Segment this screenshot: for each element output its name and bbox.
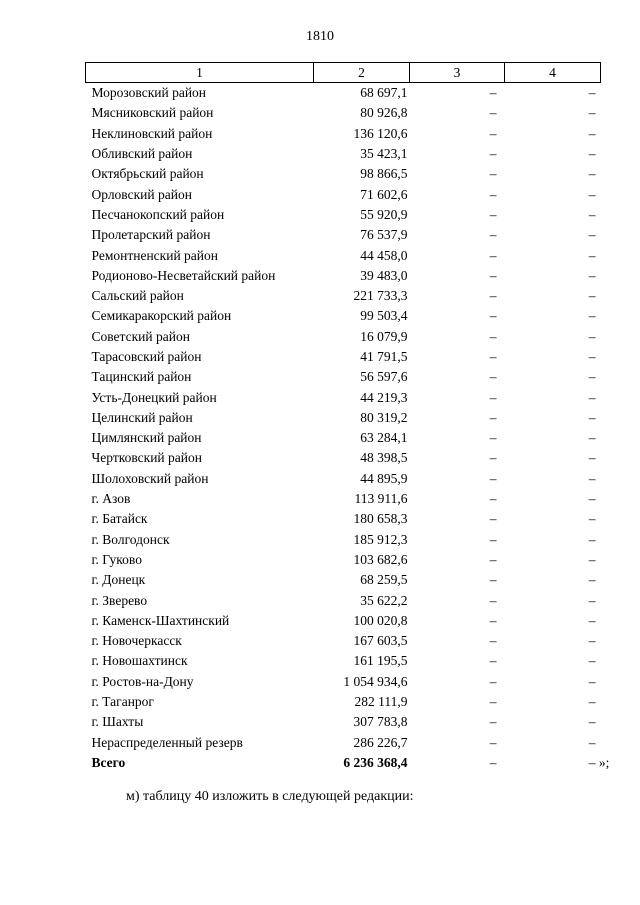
row-amount-cell: 161 195,5 <box>353 653 408 669</box>
row-amount-cell: 55 920,9 <box>360 206 408 222</box>
table-row <box>86 205 601 225</box>
row-col3-cell: – <box>489 734 497 750</box>
row-name-cell: г. Шахты <box>91 714 144 730</box>
row-col4-cell: – <box>588 714 596 730</box>
closing-quote: »; <box>595 754 610 770</box>
column-header-4: 4 <box>505 63 601 83</box>
row-col4-cell: – <box>588 166 596 182</box>
row-name-cell: Шолоховский район <box>91 470 209 486</box>
row-amount-cell: 35 423,1 <box>360 146 408 162</box>
row-col3-cell: – <box>489 470 497 486</box>
row-col4-cell: – <box>588 734 596 750</box>
column-header-2: 2 <box>314 63 410 83</box>
row-col3-cell: – <box>489 511 497 527</box>
row-name-cell: г. Азов <box>91 491 131 507</box>
row-amount-cell: 71 602,6 <box>360 186 408 202</box>
row-col3-cell: – <box>489 166 497 182</box>
row-name-cell: Пролетарский район <box>91 227 211 243</box>
row-amount-cell: 98 866,5 <box>360 166 408 182</box>
row-amount-cell: 103 682,6 <box>353 551 408 567</box>
row-amount-cell: 39 483,0 <box>360 267 408 283</box>
row-name-cell: г. Таганрог <box>91 694 154 710</box>
row-name-cell: Песчанокопский район <box>91 206 225 222</box>
column-header-3: 3 <box>410 63 505 83</box>
table-row <box>86 408 601 428</box>
row-amount-cell: 221 733,3 <box>353 288 408 304</box>
row-name-cell: г. Гуково <box>91 551 142 567</box>
row-amount-cell: 180 658,3 <box>353 511 408 527</box>
row-col4-cell: – <box>588 146 596 162</box>
row-col3-cell: – <box>489 694 497 710</box>
row-col3-cell: – <box>489 288 497 304</box>
table-header-row <box>86 63 601 83</box>
row-name-cell: Чертковский район <box>91 450 202 466</box>
table-row <box>86 144 601 164</box>
table-row <box>86 124 601 144</box>
row-col3-cell: – <box>489 592 497 608</box>
row-name-cell: Неклиновский район <box>91 125 213 141</box>
row-amount-cell: 44 895,9 <box>360 470 408 486</box>
row-col4-cell: – <box>588 491 596 507</box>
row-amount-cell: 136 120,6 <box>353 125 408 141</box>
row-col3-cell: – <box>489 267 497 283</box>
row-col3-cell: – <box>489 349 497 364</box>
page-number: 1810 <box>306 29 334 44</box>
total-col4-dash: – <box>588 754 596 770</box>
row-amount-cell: 113 911,6 <box>354 491 408 507</box>
total-row <box>86 753 601 773</box>
row-col3-cell: – <box>489 369 497 385</box>
row-col4-cell: – <box>588 308 596 324</box>
table-row <box>86 387 601 407</box>
row-name-cell: Сальский район <box>91 288 184 304</box>
table-row <box>86 327 601 347</box>
table-body <box>86 83 610 774</box>
row-col3-cell: – <box>489 308 497 324</box>
row-col4-cell: – <box>588 531 596 547</box>
table-row <box>86 266 601 286</box>
data-table <box>85 62 610 773</box>
row-col3-cell: – <box>489 105 497 121</box>
row-amount-cell: 99 503,4 <box>360 308 408 324</box>
row-col3-cell: – <box>489 125 497 141</box>
row-col4-cell: – <box>588 572 596 588</box>
row-name-cell: Обливский район <box>91 146 193 162</box>
row-amount-cell: 16 079,9 <box>360 328 408 344</box>
row-name-cell: Целинский район <box>91 409 193 425</box>
row-amount-cell: 68 697,1 <box>360 85 408 101</box>
row-col4-cell: – <box>588 369 596 385</box>
row-amount-cell: 286 226,7 <box>353 734 408 750</box>
table-row <box>86 590 601 610</box>
row-name-cell: г. Новочеркасск <box>91 633 182 649</box>
table-row <box>86 347 601 367</box>
row-col3-cell: – <box>489 328 497 344</box>
table-row <box>86 469 601 489</box>
table-row <box>86 286 601 306</box>
row-name-cell: Усть-Донецкий район <box>91 389 217 405</box>
table-row <box>86 448 601 468</box>
row-col3-cell: – <box>489 491 497 507</box>
table-row <box>86 611 601 631</box>
table-row <box>86 530 601 550</box>
row-col3-cell: – <box>489 409 497 425</box>
row-amount-cell: 76 537,9 <box>360 227 408 243</box>
table-row <box>86 306 601 326</box>
row-name-cell: г. Ростов-на-Дону <box>91 673 194 689</box>
row-amount-cell: 56 597,6 <box>360 369 408 385</box>
row-col3-cell: – <box>489 612 497 628</box>
table-row <box>86 631 601 651</box>
row-amount-cell: 185 912,3 <box>353 531 408 547</box>
row-col3-cell: – <box>489 227 497 243</box>
row-col4-cell: – <box>588 389 596 405</box>
row-col4-cell: – <box>588 409 596 425</box>
column-header-1: 1 <box>86 63 314 83</box>
table-row <box>86 733 601 753</box>
row-amount-cell: 307 783,8 <box>353 714 408 730</box>
row-col4-cell: – <box>588 85 596 101</box>
row-col4-cell: – <box>588 247 596 263</box>
row-amount-cell: 44 219,3 <box>360 389 408 405</box>
row-col3-cell: – <box>489 206 497 222</box>
total-label: Всего <box>91 754 126 770</box>
row-name-cell: г. Новошахтинск <box>91 653 188 669</box>
row-col4-cell: – <box>588 105 596 121</box>
row-amount-cell: 80 926,8 <box>360 105 408 121</box>
row-col4-cell: – <box>588 633 596 649</box>
row-col4-cell: – <box>588 470 596 486</box>
row-col4-cell: – <box>588 328 596 344</box>
row-col3-cell: – <box>489 389 497 405</box>
row-col3-cell: – <box>489 714 497 730</box>
row-name-cell: г. Зверево <box>91 592 148 608</box>
table-row <box>86 509 601 529</box>
table-row <box>86 570 601 590</box>
row-col3-cell: – <box>489 186 497 202</box>
table-row <box>86 225 601 245</box>
row-col3-cell: – <box>489 531 497 547</box>
row-name-cell: Октябрьский район <box>91 166 204 182</box>
row-amount-cell: 44 458,0 <box>360 247 408 263</box>
row-col3-cell: – <box>489 572 497 588</box>
row-amount-cell: 100 020,8 <box>353 612 408 628</box>
table-row <box>86 103 601 123</box>
amendment-note: м) таблицу 40 изложить в следующей редакции: <box>126 789 414 804</box>
row-name-cell: Советский район <box>91 328 190 344</box>
row-col3-cell: – <box>489 85 497 101</box>
row-col4-cell: – <box>588 694 596 710</box>
row-name-cell: Цимлянский район <box>91 430 202 446</box>
row-col4-cell: – <box>588 125 596 141</box>
table-row <box>86 184 601 204</box>
row-col4-cell: – <box>588 288 596 304</box>
total-col4 <box>505 753 610 773</box>
row-col3-cell: – <box>489 247 497 263</box>
total-amount: 6 236 368,4 <box>343 754 408 770</box>
row-amount-cell: 48 398,5 <box>360 450 408 466</box>
row-col4-cell: – <box>588 592 596 608</box>
row-col4-cell: – <box>588 612 596 628</box>
row-name-cell: Ремонтненский район <box>91 247 218 263</box>
table-row <box>86 83 601 104</box>
row-col4-cell: – <box>588 186 596 202</box>
row-col4-cell: – <box>588 206 596 222</box>
row-name-cell: Тацинский район <box>91 369 192 385</box>
row-col3-cell: – <box>489 633 497 649</box>
row-amount-cell: 63 284,1 <box>360 430 408 446</box>
table-row <box>86 651 601 671</box>
row-name-cell: Морозовский район <box>91 85 207 101</box>
row-col4-cell: – <box>588 450 596 466</box>
row-col4-cell: – <box>588 551 596 567</box>
row-col4-cell: – <box>588 227 596 243</box>
row-col4-cell: – <box>588 673 596 689</box>
row-col3-cell: – <box>489 450 497 466</box>
total-col3: – <box>489 754 497 770</box>
row-name-cell: Семикаракорский район <box>91 308 232 324</box>
table-row <box>86 692 601 712</box>
table-row <box>86 164 601 184</box>
row-name-cell: г. Каменск-Шахтинский <box>91 612 230 628</box>
table-row <box>86 428 601 448</box>
row-name-cell: Мясниковский район <box>91 105 214 121</box>
row-amount-cell: 282 111,9 <box>354 694 408 710</box>
row-col3-cell: – <box>489 146 497 162</box>
row-name-cell: г. Донецк <box>91 572 146 588</box>
row-name-cell: Нераспределенный резерв <box>91 734 243 750</box>
row-amount-cell: 68 259,5 <box>360 572 408 588</box>
table-row <box>86 245 601 265</box>
table-row <box>86 367 601 387</box>
row-name-cell: Тарасовский район <box>91 349 202 364</box>
row-col4-cell: – <box>588 349 596 364</box>
row-col3-cell: – <box>489 653 497 669</box>
row-name-cell: г. Волгодонск <box>91 531 170 547</box>
row-amount-cell: 41 791,5 <box>360 349 408 364</box>
table-row <box>86 712 601 732</box>
row-amount-cell: 167 603,5 <box>353 633 408 649</box>
row-col3-cell: – <box>489 673 497 689</box>
row-col4-cell: – <box>588 511 596 527</box>
row-col3-cell: – <box>489 551 497 567</box>
row-amount-cell: 1 054 934,6 <box>343 673 408 689</box>
row-amount-cell: 80 319,2 <box>360 409 408 425</box>
row-col4-cell: – <box>588 430 596 446</box>
row-col4-cell: – <box>588 267 596 283</box>
table-row <box>86 550 601 570</box>
row-amount-cell: 35 622,2 <box>360 592 408 608</box>
table-row <box>86 672 601 692</box>
row-name-cell: Родионово-Несветайский район <box>91 267 276 283</box>
row-col3-cell: – <box>489 430 497 446</box>
row-name-cell: Орловский район <box>91 186 192 202</box>
table-row <box>86 489 601 509</box>
row-name-cell: г. Батайск <box>91 511 148 527</box>
row-col4-cell: – <box>588 653 596 669</box>
